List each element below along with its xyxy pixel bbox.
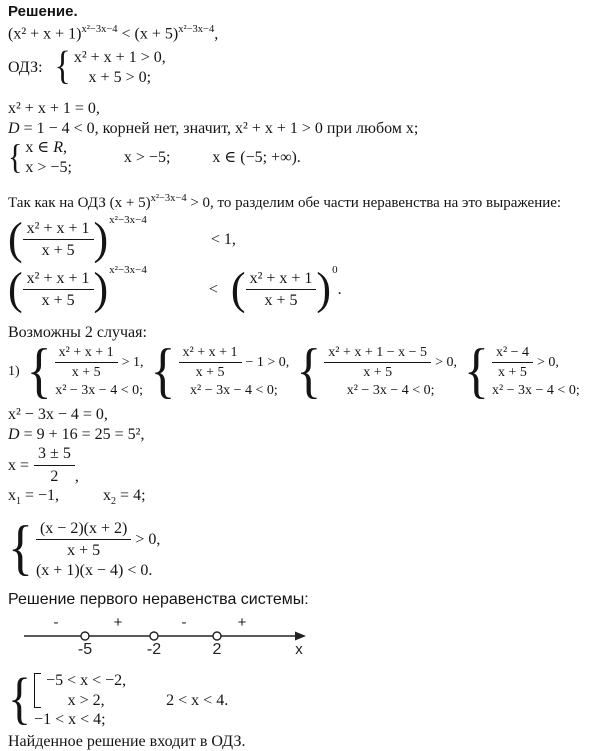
ineq-relation: < <box>117 25 135 43</box>
quad1-result-inequality: x > −5; <box>123 148 171 166</box>
sentence-period: . <box>337 280 342 298</box>
fraction-denominator: x + 5 <box>498 365 527 381</box>
root1-var: x <box>8 487 16 505</box>
axis-arrow-icon <box>295 631 306 640</box>
odz-conditions <box>74 48 166 87</box>
left-brace: { <box>150 337 176 405</box>
reals-symbol: R <box>53 139 64 157</box>
numberline-heading: Решение первого неравенства системы: <box>8 591 309 609</box>
final-answer-interval: 2 < x < 4. <box>166 691 229 709</box>
solution-heading: Решение. <box>8 3 78 20</box>
left-bracket <box>34 673 41 708</box>
quad1-system-line-1 <box>25 138 72 158</box>
system-line-2: (x + 1)(x − 4) < 0. <box>35 561 153 579</box>
quad1-system-lines <box>25 138 72 177</box>
ineq-left-base: (x² + x + 1) <box>8 25 82 43</box>
fraction-denominator: x + 5 <box>195 365 225 381</box>
case-system-3 <box>296 337 457 405</box>
fraction-numerator: x² + x + 1 <box>55 344 118 363</box>
divide-explanation <box>8 193 592 212</box>
odz-label: ОДЗ: <box>8 58 43 76</box>
fraction-numerator: (x − 2)(x + 2) <box>36 519 131 541</box>
divide-pre: Так как на ОДЗ (x + 5) <box>8 195 151 212</box>
power-inequality-1 <box>8 213 592 265</box>
case-systems-row <box>8 337 592 405</box>
system-body <box>492 344 580 399</box>
fraction-numerator: 3 ± 5 <box>34 444 75 466</box>
fraction <box>179 344 242 381</box>
system-body <box>179 344 290 399</box>
open-point-minus5 <box>81 632 89 640</box>
sign-label-2: + <box>113 613 123 631</box>
fraction <box>36 519 131 561</box>
ineq-left-exponent: x²−3x−4 <box>81 24 118 36</box>
system-line-2: x² − 3x − 4 < 0; <box>491 383 580 399</box>
point-label-2: 2 <box>212 640 222 658</box>
fraction-denominator: x + 5 <box>264 292 298 310</box>
left-brace: { <box>8 137 23 177</box>
left-brace: { <box>463 337 489 405</box>
quad2-discriminant <box>8 425 592 445</box>
paren-exponent: x²−3x−4 <box>109 263 147 276</box>
open-point-minus2 <box>150 632 158 640</box>
system-line-2: x² − 3x − 4 < 0; <box>55 383 143 399</box>
left-paren: ( <box>8 263 23 315</box>
fraction <box>246 269 317 311</box>
right-paren: ) <box>316 263 332 315</box>
relation: < <box>208 280 218 298</box>
case-number-label: 1) <box>8 364 20 380</box>
left-brace: { <box>54 44 71 89</box>
root1-value: = −1, <box>21 487 60 505</box>
ineq-right-exponent: x²−3x−4 <box>178 24 215 36</box>
fraction-numerator: x² − 4 <box>492 344 533 363</box>
factored-system <box>8 515 592 583</box>
fraction <box>324 344 431 381</box>
fraction-numerator: x² + x + 1 − x − 5 <box>324 344 431 363</box>
odz-condition-1: x² + x + 1 > 0, <box>73 49 166 67</box>
divide-post: > 0, то разделим обе части неравенства на это выражение: <box>186 195 562 212</box>
x-equals: x = <box>8 456 30 474</box>
final-condition: −1 < x < 4; <box>34 711 106 729</box>
system-line-1 <box>324 344 457 381</box>
sign-label-1: - <box>53 613 59 631</box>
final-system-body <box>34 671 126 730</box>
fraction <box>23 269 94 311</box>
system-body <box>36 519 160 581</box>
left-brace: { <box>8 668 32 731</box>
fraction-denominator: x + 5 <box>363 365 393 381</box>
discriminant-var: D <box>8 119 20 137</box>
fraction <box>23 219 94 261</box>
quad1-equation: x² + x + 1 = 0, <box>8 100 100 118</box>
fraction-numerator: x² + x + 1 <box>23 269 94 291</box>
quad1-result-interval: x ∈ (−5; +∞). <box>212 148 301 166</box>
quad1-result-system <box>8 138 592 177</box>
initial-inequality <box>8 24 592 44</box>
set-membership-post: , <box>63 139 68 157</box>
ineq-right-base: (x + 5) <box>134 25 179 43</box>
system-line-1 <box>492 344 580 381</box>
left-paren: ( <box>8 213 23 265</box>
fraction-denominator: x + 5 <box>67 542 101 560</box>
fraction-denominator: x + 5 <box>71 365 101 381</box>
point-label-minus2: -2 <box>146 640 162 658</box>
system-body <box>324 344 457 399</box>
fraction-denominator: x + 5 <box>41 242 75 260</box>
fraction-numerator: x² + x + 1 <box>23 219 94 241</box>
fraction <box>492 344 533 381</box>
case-system-2 <box>150 337 290 405</box>
sign-label-3: - <box>181 613 187 631</box>
quad2-roots-formula <box>8 444 592 486</box>
footer-note: Найденное решение входит в ОДЗ. <box>8 732 246 750</box>
point-label-minus5: -5 <box>77 640 93 658</box>
left-paren: ( <box>230 263 246 315</box>
fraction <box>55 344 118 381</box>
alternative-group <box>34 671 126 710</box>
system-line-1 <box>179 344 290 381</box>
left-brace: { <box>8 515 33 583</box>
inequality-tail: > 0, <box>435 355 457 371</box>
inequality-tail: > 0, <box>135 531 161 549</box>
fraction <box>34 444 75 486</box>
left-brace: { <box>26 337 52 405</box>
alternative-2: x > 2, <box>67 691 105 709</box>
quad1-discriminant-text: = 1 − 4 < 0, корней нет, значит, x² + x + 1 > 0 при любом x; <box>19 119 419 137</box>
case-system-1 <box>26 337 144 405</box>
fraction-denominator: 2 <box>50 467 59 485</box>
fraction-numerator: x² + x + 1 <box>246 269 317 291</box>
right-paren: ) <box>93 263 109 315</box>
root2-var: x <box>103 487 112 505</box>
system-line-2: x² − 3x − 4 < 0; <box>190 383 278 399</box>
set-membership-pre: x ∈ <box>25 139 54 157</box>
divide-exponent: x²−3x−4 <box>150 193 187 205</box>
case-system-4 <box>463 337 580 405</box>
root2-index: 2 <box>111 496 117 508</box>
right-paren: ) <box>93 213 109 265</box>
fraction-numerator: x² + x + 1 <box>179 344 242 363</box>
quad1-system-line-2: x > −5; <box>25 158 72 176</box>
alternative-lines <box>46 671 126 710</box>
inequality-tail: > 0, <box>537 355 559 371</box>
paren-exponent-zero: 0 <box>332 263 338 276</box>
alternative-1: −5 < x < −2, <box>46 672 127 690</box>
paren-fraction-left <box>8 263 147 315</box>
cases-heading: Возможны 2 случая: <box>8 323 147 341</box>
formula-comma: , <box>74 467 79 485</box>
left-brace: { <box>296 337 322 405</box>
odz-condition-2: x + 5 > 0; <box>88 68 152 86</box>
system-body <box>55 344 144 399</box>
quad1-discriminant <box>8 119 592 139</box>
system-line-1 <box>55 344 144 381</box>
odz-system <box>8 44 592 89</box>
paren-fraction <box>8 213 147 265</box>
number-line-diagram <box>12 612 342 658</box>
system-line-1 <box>36 519 160 561</box>
power-inequality-2 <box>8 263 592 315</box>
axis-label-x: x <box>295 640 303 658</box>
paren-exponent: x²−3x−4 <box>109 213 147 226</box>
quad2-discriminant-text: = 9 + 16 = 25 = 5², <box>19 425 145 443</box>
quad2-roots-values <box>8 486 592 508</box>
inequality-tail: > 1, <box>121 355 144 371</box>
paren-fraction-right <box>230 263 338 315</box>
ineq-tail: , <box>214 25 219 43</box>
discriminant-var: D <box>8 425 20 443</box>
relation-less-than-one: < 1, <box>210 230 236 248</box>
quad2-equation: x² − 3x − 4 = 0, <box>8 406 108 424</box>
open-point-2 <box>213 632 221 640</box>
sign-label-4: + <box>237 613 247 631</box>
root2-value: = 4; <box>116 487 146 505</box>
inequality-tail: − 1 > 0, <box>245 355 290 371</box>
system-line-2: x² − 3x − 4 < 0; <box>346 383 435 399</box>
root1-index: 1 <box>16 496 21 508</box>
fraction-denominator: x + 5 <box>41 292 75 310</box>
final-system <box>8 668 592 731</box>
